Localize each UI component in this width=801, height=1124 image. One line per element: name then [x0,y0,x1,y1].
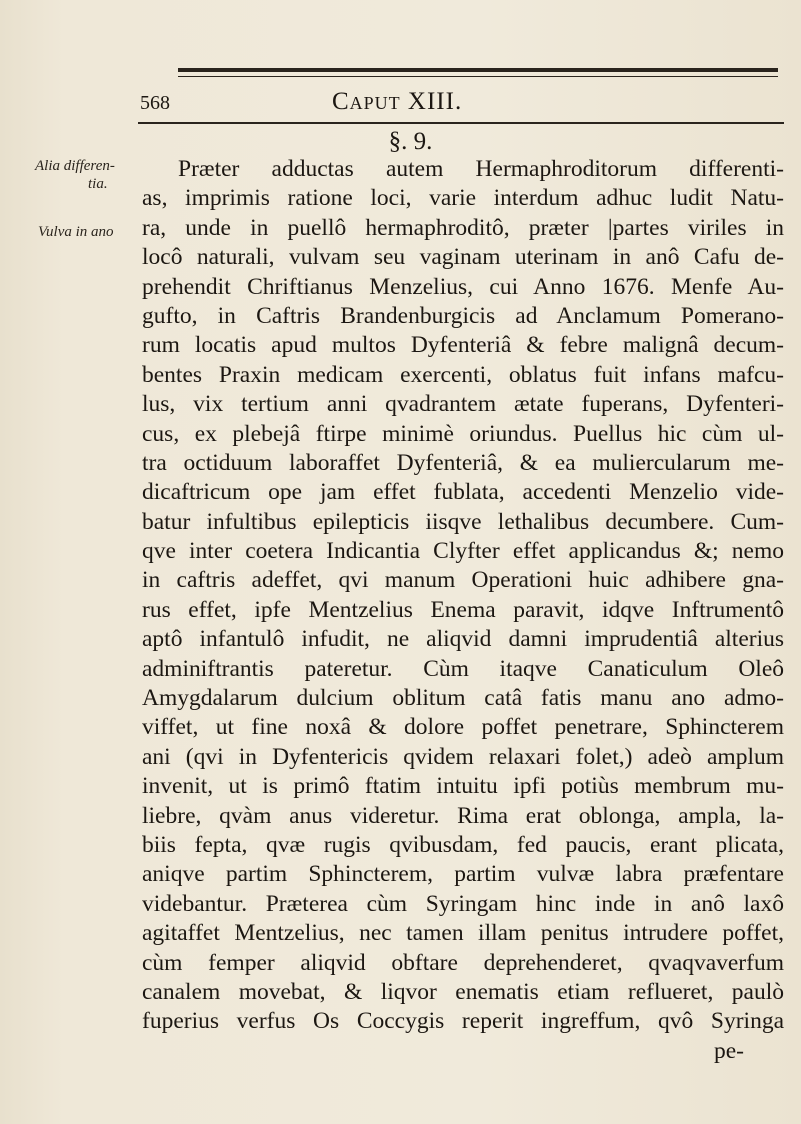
text-line: ra, unde in puellô hermaphroditô, præter |partes viriles in [142,214,784,241]
text-line: rum locatis apud multos Dyfenteriâ & febre malignâ decum- [142,332,784,359]
text-line: rus effet, ipfe Mentzelius Enema paravit, idqve Inftrumentô [142,596,784,623]
page-number: 568 [140,92,170,114]
top-border-rule [178,68,778,72]
text-line: liebre, qvàm anus videretur. Rima erat oblonga, ampla, la- [142,802,784,829]
text-line: biis fepta, qvæ rugis qvibusdam, fed paucis, erant plicata, [142,831,784,858]
text-line: adminiftrantis pateretur. Cùm itaqve Canaticulum Oleô [142,655,784,682]
text-line: locô naturali, vulvam seu vaginam uterinam in anô Cafu de- [142,244,784,271]
text-line: in caftris adeffet, qvi manum Operationi huic adhibere gna- [142,567,784,594]
marginal-note: Alia differen- [35,158,115,174]
text-line: batur infultibus epilepticis iisqve lethalibus decumbere. Cum- [142,508,784,535]
page-header [140,88,780,118]
text-line: videbantur. Præterea cùm Syringam hinc inde in anô laxô [142,890,784,917]
body-text [142,155,784,1066]
text-line: fuperius verfus Os Coccygis reperit ingreffum, qvô Syringa [142,1008,784,1035]
section-number: §. 9. [388,128,433,155]
text-line: aptô infantulô infudit, ne aliqvid damni imprudentiâ alterius [142,626,784,653]
text-line: qve inter coetera Indicantia Clyfter effet applicandus &; nemo [142,538,784,565]
text-line: viffet, ut fine noxâ & dolore poffet penetrare, Sphincterem [142,714,784,741]
text-line: cùm femper aliqvid obftare deprehenderet, qvaqvaverfum [142,949,784,976]
text-line: canalem movebat, & liqvor enematis etiam reflueret, paulò [142,978,784,1005]
text-line: Præter adductas autem Hermaphroditorum differenti- [178,156,784,182]
marginal-note: Vulva in ano [38,224,114,240]
text-line: agitaffet Mentzelius, nec tamen illam penitus intrudere poffet, [142,920,784,947]
text-line: cus, ex plebejâ ftirpe minimè oriundus. Puellus hic cùm ul- [142,420,784,447]
text-line: lus, vix tertium anni qvadrantem ætate fuperans, Dyfenteri- [142,391,784,418]
header-rule [138,122,784,124]
text-line: tra octiduum laboraffet Dyfenteriâ, & ea muliercularum me- [142,449,784,476]
top-border-rule-thin [178,76,778,77]
catchword: pe- [713,1037,744,1064]
text-line: aniqve partim Sphincterem, partim vulvæ labra præfentare [142,861,784,888]
text-line: as, imprimis ratione loci, varie interdum adhuc ludit Natu- [142,185,784,212]
text-line: Amygdalarum dulcium oblitum catâ fatis manu ano admo- [142,685,784,712]
running-head: Caput XIII. [332,88,463,115]
marginal-note: tia. [88,176,108,192]
text-line: dicaftricum ope jam effet fublata, accedenti Menzelio vide- [142,479,784,506]
text-line: bentes Praxin medicam exercenti, oblatus fuit infans mafcu- [142,361,784,388]
text-line: gufto, in Caftris Brandenburgicis ad Anclamum Pomerano- [142,302,784,329]
text-line: ani (qvi in Dyfentericis qvidem relaxari folet,) adeò amplum [142,743,784,770]
text-line: invenit, ut is primô ftatim intuitu ipfi potiùs membrum mu- [142,773,784,800]
text-line: prehendit Chriftianus Menzelius, cui Anno 1676. Menfe Au- [142,273,784,300]
